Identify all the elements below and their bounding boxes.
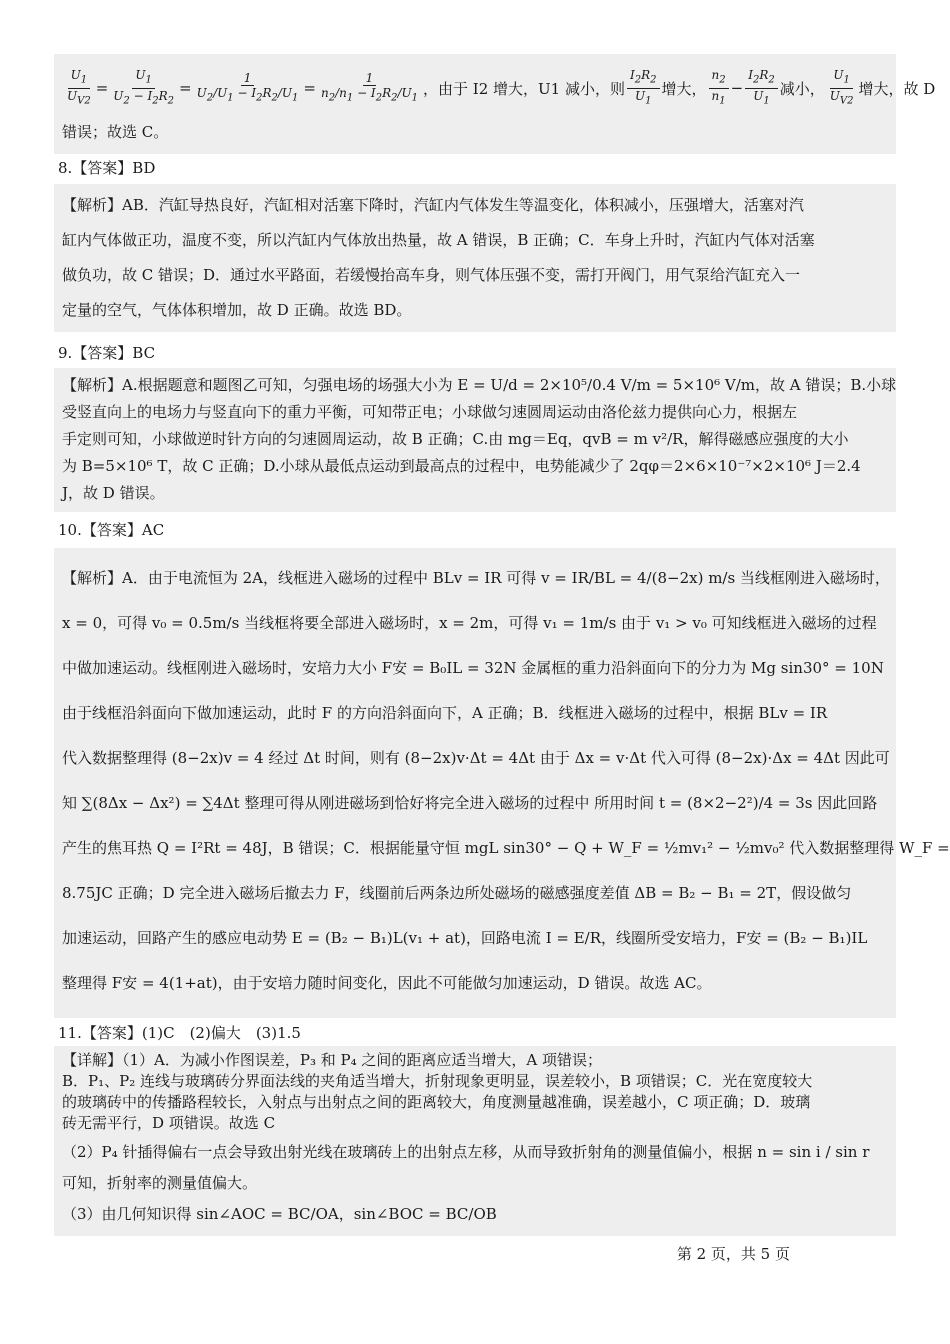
fraction: $\frac{n_2}{n_1}$ xyxy=(709,68,729,108)
q10-line: 8.75JC 正确；D 完全进入磁场后撤去力 F，线圈前后两条边所处磁场的磁感强度差值 ΔB = B₂ − B₁ = 2T，假设做匀 xyxy=(62,884,852,902)
q9-explanation xyxy=(54,368,896,512)
q9-line: J，故 D 错误。 xyxy=(62,484,165,502)
q10-line: 代入数据整理得 (8−2x)v = 4 经过 Δt 时间，则有 (8−2x)v·Δt = 4Δt 由于 Δx = v·Δt 代入可得 (8−2x)·Δx = 4Δt 因此可 xyxy=(62,749,890,767)
q11-explanation xyxy=(54,1046,896,1236)
q7-text4: 增大，故 D xyxy=(858,79,936,98)
q10-line: x = 0，可得 v₀ = 0.5m/s 当线框将要全部进入磁场时，x = 2m，可得 v₁ = 1m/s 由于 v₁ > v₀ 可知线框进入磁场的过程 xyxy=(62,614,877,632)
fraction: $\frac{1}{n_2/n_1 - I_2R_2/U_1}$ xyxy=(320,70,419,104)
q7-text1: ，由于 I2 增大，U1 减小，则 xyxy=(423,79,625,98)
q10-line: 【解析】A．由于电流恒为 2A，线框进入磁场的过程中 BLv = IR 可得 v = IR/BL = 4/(8−2x) m/s 当线框刚进入磁场时， xyxy=(62,569,890,587)
q11-line: 可知，折射率的测量值偏大。 xyxy=(62,1174,258,1192)
q10-line: 知 ∑(8Δx − Δx²) = ∑4Δt 整理可得从刚进磁场到恰好将完全进入磁场的过程中 所用时间 t = (8×2−2²)/4 = 3s 因此回路 xyxy=(62,794,878,812)
q10-line: 产生的焦耳热 Q = I²Rt = 48J，B 错误；C．根据能量守恒 mgL sin30° − Q + W_F = ½mv₁² − ½mv₀² 代入数据整理得 W_F = xyxy=(62,839,950,857)
q10-line: 整理得 F安 = 4(1+at)，由于安培力随时间变化，因此不可能做匀加速运动，D 错误。故选 AC。 xyxy=(62,974,712,992)
fraction: $\frac{U_1}{U_{V2}}$ xyxy=(829,68,854,106)
q8-line: 【解析】AB．汽缸导热良好，汽缸相对活塞下降时，汽缸内气体发生等温变化，体积减小，压强增大，活塞对汽 xyxy=(62,196,804,214)
page-number: 第 2 页，共 5 页 xyxy=(676,1245,790,1263)
q8-line: 做负功，故 C 错误；D．通过水平路面，若缓慢抬高车身，则气体压强不变，需打开阀门，用气泵给汽缸充入一 xyxy=(62,266,801,284)
q9-line: 受竖直向上的电场力与竖直向下的重力平衡，可知带正电；小球做匀速圆周运动由洛伦兹力提供向心力，根据左 xyxy=(62,403,798,421)
fraction: $\frac{U_1}{U_{V2}}$ xyxy=(67,68,91,106)
q11-line: 砖无需平行，D 项错误。故选 C xyxy=(62,1114,276,1132)
q7-text3: 减小， xyxy=(779,79,825,98)
fraction: $\frac{U_1}{U_2 - I_2R_2}$ xyxy=(113,68,175,106)
q7-continuation xyxy=(54,54,936,154)
q9-line: 手定则可知，小球做逆时针方向的匀速圆周运动，故 B 正确；C.由 mg＝Eq，qvB = m v²/R，解得磁感应强度的大小 xyxy=(62,430,849,448)
q10-line: 中做加速运动。线框刚进入磁场时，安培力大小 F安 = B₀IL = 32N 金属框的重力沿斜面向下的分力为 Mg sin30° = 10N xyxy=(62,659,884,677)
q7-formula-line: $\frac{U_1}{U_{V2}}$ = $\frac{U_1}{U_2 - I_2R_2}$ = $\frac{1}{U_2/U_1 - I_2R_2/U_1}$ = $\frac{1}{n_2/n_1 - I_2R_2/U_1}$ ，由于 I2 增大，U1 减小，则 $\frac{I_2R_2}{U_1}$ 增大， $\frac{n_2}{n_1}$ − $\frac{I_2R_2}{U_1}$ 减小， $\frac{U_1}{U_{V2}}$ 增大，故 D xyxy=(62,58,888,118)
q8-explanation xyxy=(54,184,896,332)
fraction: $\frac{1}{U_2/U_1 - I_2R_2/U_1}$ xyxy=(196,70,299,104)
q11-line: 的玻璃砖中的传播路程较长，入射点与出射点之间的距离较大，角度测量越准确，误差越小，C 项正确；D．玻璃 xyxy=(62,1093,811,1111)
q7-text2: 增大， xyxy=(661,79,707,98)
fraction: $\frac{I_2R_2}{U_1}$ xyxy=(627,68,660,108)
q8-line: 定量的空气，气体体积增加，故 D 正确。故选 BD。 xyxy=(62,301,412,319)
q11-line: 【详解】（1）A．为减小作图误差，P₃ 和 P₄ 之间的距离应适当增大，A 项错误； xyxy=(62,1051,602,1069)
q8-answer: 8.【答案】BD xyxy=(58,159,156,177)
q7-line2: 错误；故选 C。 xyxy=(62,123,169,141)
q10-line: 加速运动，回路产生的感应电动势 E = (B₂ − B₁)L(v₁ + at)，回路电流 I = E/R，线圈所受安培力，F安 = (B₂ − B₁)IL xyxy=(62,929,868,947)
q9-answer: 9.【答案】BC xyxy=(58,344,156,362)
q10-line: 由于线框沿斜面向下做加速运动，此时 F 的方向沿斜面向下，A 正确；B．线框进入磁场的过程中，根据 BLv = IR xyxy=(62,704,828,722)
fraction: $\frac{I_2R_2}{U_1}$ xyxy=(745,68,778,108)
q11-line: （2）P₄ 针插得偏右一点会导致出射光线在玻璃砖上的出射点左移，从而导致折射角的测量值偏小，根据 n = sin i / sin r xyxy=(62,1143,870,1161)
q9-line: 【解析】A.根据题意和题图乙可知，匀强电场的场强大小为 E = U/d = 2×10⁵/0.4 V/m = 5×10⁶ V/m，故 A 错误；B.小球 xyxy=(62,376,897,394)
q10-answer: 10.【答案】AC xyxy=(58,521,165,539)
q11-line: （3）由几何知识得 sin∠AOC = BC/OA，sin∠BOC = BC/OB xyxy=(62,1205,497,1223)
q10-explanation xyxy=(54,548,950,1018)
q11-answer: 11.【答案】(1)C (2)偏大 (3)1.5 xyxy=(58,1024,301,1042)
q8-line: 缸内气体做正功，温度不变，所以汽缸内气体放出热量，故 A 错误，B 正确；C．车身上升时，汽缸内气体对活塞 xyxy=(62,231,815,249)
q11-line: B．P₁、P₂ 连线与玻璃砖分界面法线的夹角适当增大，折射现象更明显，误差较小，B 项错误；C．光在宽度较大 xyxy=(62,1072,813,1090)
q9-line: 为 B=5×10⁶ T，故 C 正确；D.小球从最低点运动到最高点的过程中，电势能减少了 2qφ＝2×6×10⁻⁷×2×10⁶ J＝2.4 xyxy=(62,457,861,475)
